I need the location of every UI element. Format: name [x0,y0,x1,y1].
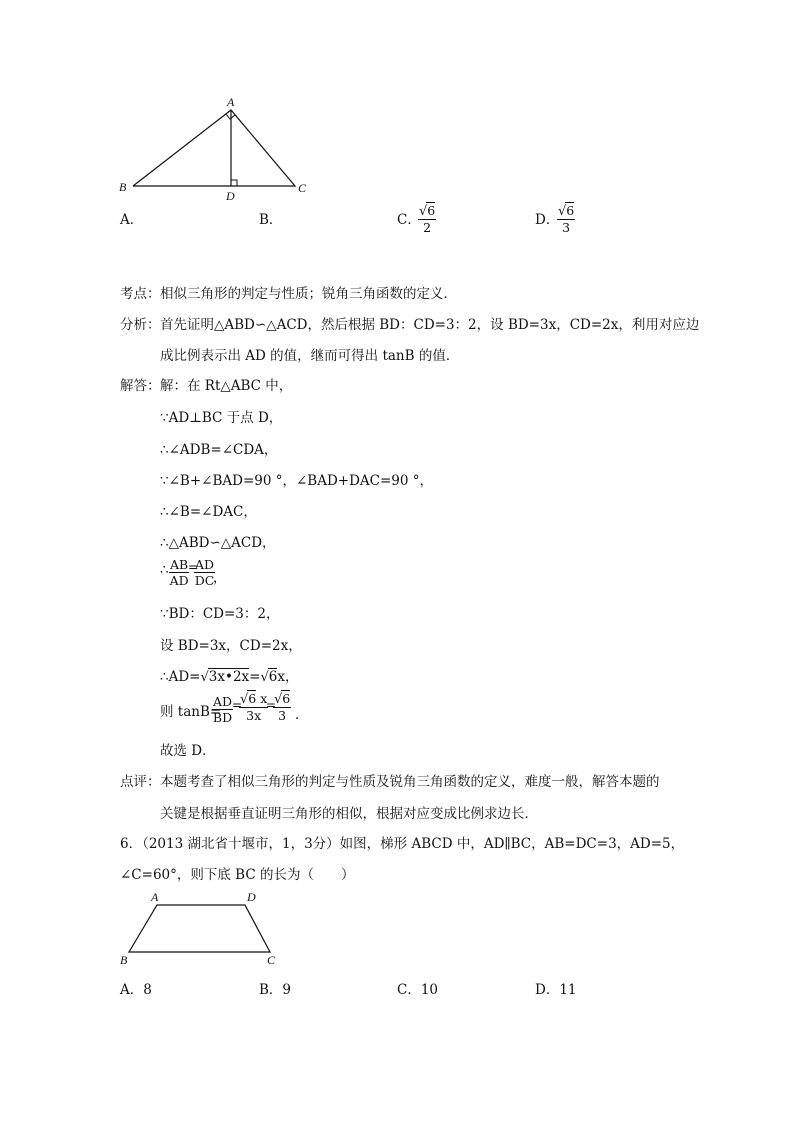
fraction-root6x-num: 6 [248,691,257,706]
jieda-line4: ∵∠B+∠BAD=90 °，∠BAD+DAC=90 °， [160,473,434,489]
trap-label-a: A [151,890,159,904]
fraction-ab-ad-den: AD [169,573,189,588]
dianping-line2: 关键是根据垂直证明三角形的相似，根据对应变成比例求边长． [160,806,538,822]
dianping-line1: 本题考查了相似三角形的判定与性质及锐角三角函数的定义，难度一般，解答本题的 [160,774,660,790]
jieda-label: 解答： [120,378,161,394]
q6-option-b: B．9 [259,982,292,998]
fraction-root6x-3x: $\frac{√6 x}{3x}$ [240,691,268,723]
jieda-line9: 设 BD=3x，CD=2x， [160,638,302,654]
fraction-root6-den: 3 [278,708,287,723]
jieda-line10-prefix: ∴AD= [160,669,201,685]
radicand-6: 6 [268,669,278,685]
equals-sign-11a: = [232,698,243,712]
option-b: B． [259,212,283,228]
label-c: C [298,181,307,195]
fenxi-line2: 成比例表示出 AD 的值，继而可得出 tanB 的值． [160,348,460,364]
fraction-root6-3: $\frac{√6}{3}$ [274,691,291,723]
q6-line1: 6．（2013 湖北省十堰市，1，3分）如图，梯形 ABCD 中，AD∥BC，AB=DC=3，AD=5， [120,836,685,852]
kaodian-label: 考点： [120,286,161,302]
trap-label-d: D [247,890,256,904]
trapezoid-outline [129,905,270,952]
q6-option-d: D．11 [535,982,577,998]
q6-line2: ∠C=60°，则下底 BC 的长为（ ） [120,867,355,883]
option-d-numerator: 6 [566,203,575,218]
jieda-line8: ∵BD：CD=3：2， [160,606,280,622]
label-b: B [119,180,127,194]
option-c-numerator: 6 [427,203,436,218]
fraction-ad-dc-den: DC [194,573,215,588]
fraction-root6x-den: 3x [246,708,262,723]
jieda-line3: ∴∠ADB=∠CDA， [160,442,278,458]
fraction-ad-bd-num: AD [213,694,233,709]
jieda-line6: ∴△ABD∽△ACD， [160,535,276,551]
equals-sign-11b: = [266,698,277,712]
fraction-ab-ad-num: AB [170,557,189,572]
fraction-ad-bd-den: BD [212,710,233,725]
jieda-line12: 故选 D． [160,743,216,759]
jieda-line10-suffix: x， [277,669,299,685]
equals-sign-7: = [188,560,199,574]
jieda-line7-prefix: ∴ [160,562,169,578]
label-d: D [226,189,235,203]
label-a: A [227,95,235,109]
fraction-root6-num: 6 [282,691,291,706]
fraction-ad-dc-num: AD [195,557,215,572]
jieda-line10: ∴AD=√3x•2x=√6x， [160,669,299,685]
jieda-line2: ∵AD⊥BC 于点 D， [160,410,283,426]
jieda-line1: 解：在 Rt△ABC 中， [160,378,293,394]
q6-option-c: C．10 [397,982,439,998]
jieda-line11-suffix: ． [295,707,309,723]
radicand-3x2x: 3x•2x [208,669,250,685]
q6-option-a: A．8 [120,982,152,998]
fenxi-label: 分析： [120,317,161,333]
trap-label-c: C [267,953,276,967]
kaodian-text: 相似三角形的判定与性质；锐角三角函数的定义． [160,286,457,302]
option-c-fraction: $\frac{√6}{2}$ [419,203,436,235]
fraction-root6x-tail: x [256,691,268,706]
option-d-denominator: 3 [562,220,571,235]
option-a: A． [120,212,144,228]
fenxi-line1: 首先证明△ABD∽△ACD，然后根据 BD：CD=3：2，设 BD=3x，CD=2x，利用对应边 [160,317,700,333]
dianping-label: 点评： [120,774,161,790]
jieda-line7-suffix: ， [213,570,227,586]
jieda-line11-prefix: 则 tanB= [160,704,222,720]
option-c-prefix: C． [397,212,421,228]
option-c-denominator: 2 [423,220,432,235]
jieda-line10-mid: = [249,669,261,685]
jieda-line5: ∴∠B=∠DAC， [160,504,257,520]
option-d-fraction: $\frac{√6}{3}$ [558,203,575,235]
option-d-prefix: D． [535,212,560,228]
trap-label-b: B [120,953,128,967]
